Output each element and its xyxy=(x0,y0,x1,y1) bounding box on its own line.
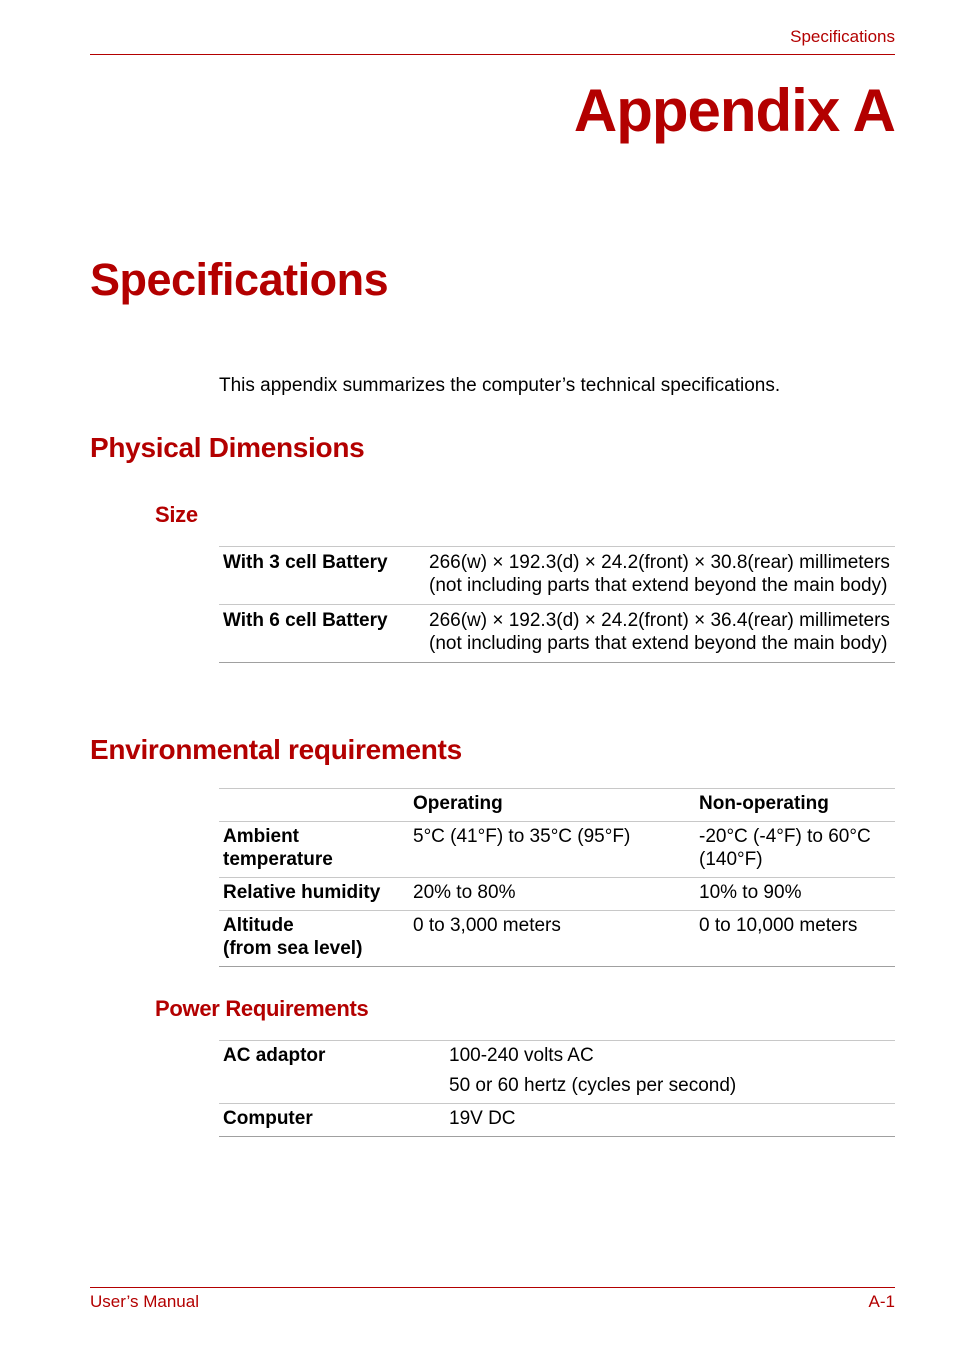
operating-value: 5°C (41°F) to 35°C (95°F) xyxy=(413,826,631,847)
row-value: 266(w) × 192.3(d) × 24.2(front) × 30.8(rear) millimeters (not including parts that extend beyond the main body) xyxy=(429,552,890,596)
row-label: Ambient temperature xyxy=(223,826,333,870)
non-operating-value: -20°C (-4°F) to 60°C (140°F) xyxy=(699,826,871,870)
row-label: Relative humidity xyxy=(223,882,381,903)
table-row xyxy=(219,911,895,967)
column-header-operating: Operating xyxy=(413,793,503,814)
physical-dimensions-heading: Physical Dimensions xyxy=(90,432,365,463)
column-header xyxy=(219,789,409,822)
non-operating-value: 10% to 90% xyxy=(699,882,802,903)
environmental-table xyxy=(219,788,895,967)
operating-value: 0 to 3,000 meters xyxy=(413,915,561,936)
power-requirements-heading: Power Requirements xyxy=(155,996,369,1021)
operating-value: 20% to 80% xyxy=(413,882,516,903)
footer-manual-title: User’s Manual xyxy=(90,1292,199,1311)
environmental-heading: Environmental requirements xyxy=(90,734,462,765)
row-label: AC adaptor xyxy=(223,1045,326,1066)
row-label: With 6 cell Battery xyxy=(223,610,388,631)
row-value: 100-240 volts AC 50 or 60 hertz (cycles per second) xyxy=(449,1045,737,1096)
row-value: 266(w) × 192.3(d) × 24.2(front) × 36.4(rear) millimeters (not including parts that extend beyond the main body) xyxy=(429,610,890,654)
row-label: Altitude (from sea level) xyxy=(223,915,363,959)
size-heading: Size xyxy=(155,502,198,527)
table-row xyxy=(219,605,895,663)
table-row xyxy=(219,1104,895,1137)
header-rule xyxy=(90,54,895,55)
row-label: Computer xyxy=(223,1108,313,1129)
table-row xyxy=(219,1041,895,1104)
row-label: With 3 cell Battery xyxy=(223,552,388,573)
footer-page-number: A-1 xyxy=(868,1292,895,1311)
power-table xyxy=(219,1040,895,1137)
table-row xyxy=(219,878,895,911)
table-header-row xyxy=(219,789,895,822)
row-value: 19V DC xyxy=(449,1108,516,1129)
footer-rule xyxy=(90,1287,895,1288)
intro-paragraph: This appendix summarizes the computer’s technical specifications. xyxy=(219,375,781,396)
chapter-title: Specifications xyxy=(90,254,389,305)
appendix-title: Appendix A xyxy=(573,77,895,144)
size-table xyxy=(219,546,895,663)
non-operating-value: 0 to 10,000 meters xyxy=(699,915,858,936)
running-header: Specifications xyxy=(790,27,895,46)
table-row xyxy=(219,822,895,878)
column-header-non-operating: Non-operating xyxy=(699,793,829,814)
table-row xyxy=(219,547,895,605)
